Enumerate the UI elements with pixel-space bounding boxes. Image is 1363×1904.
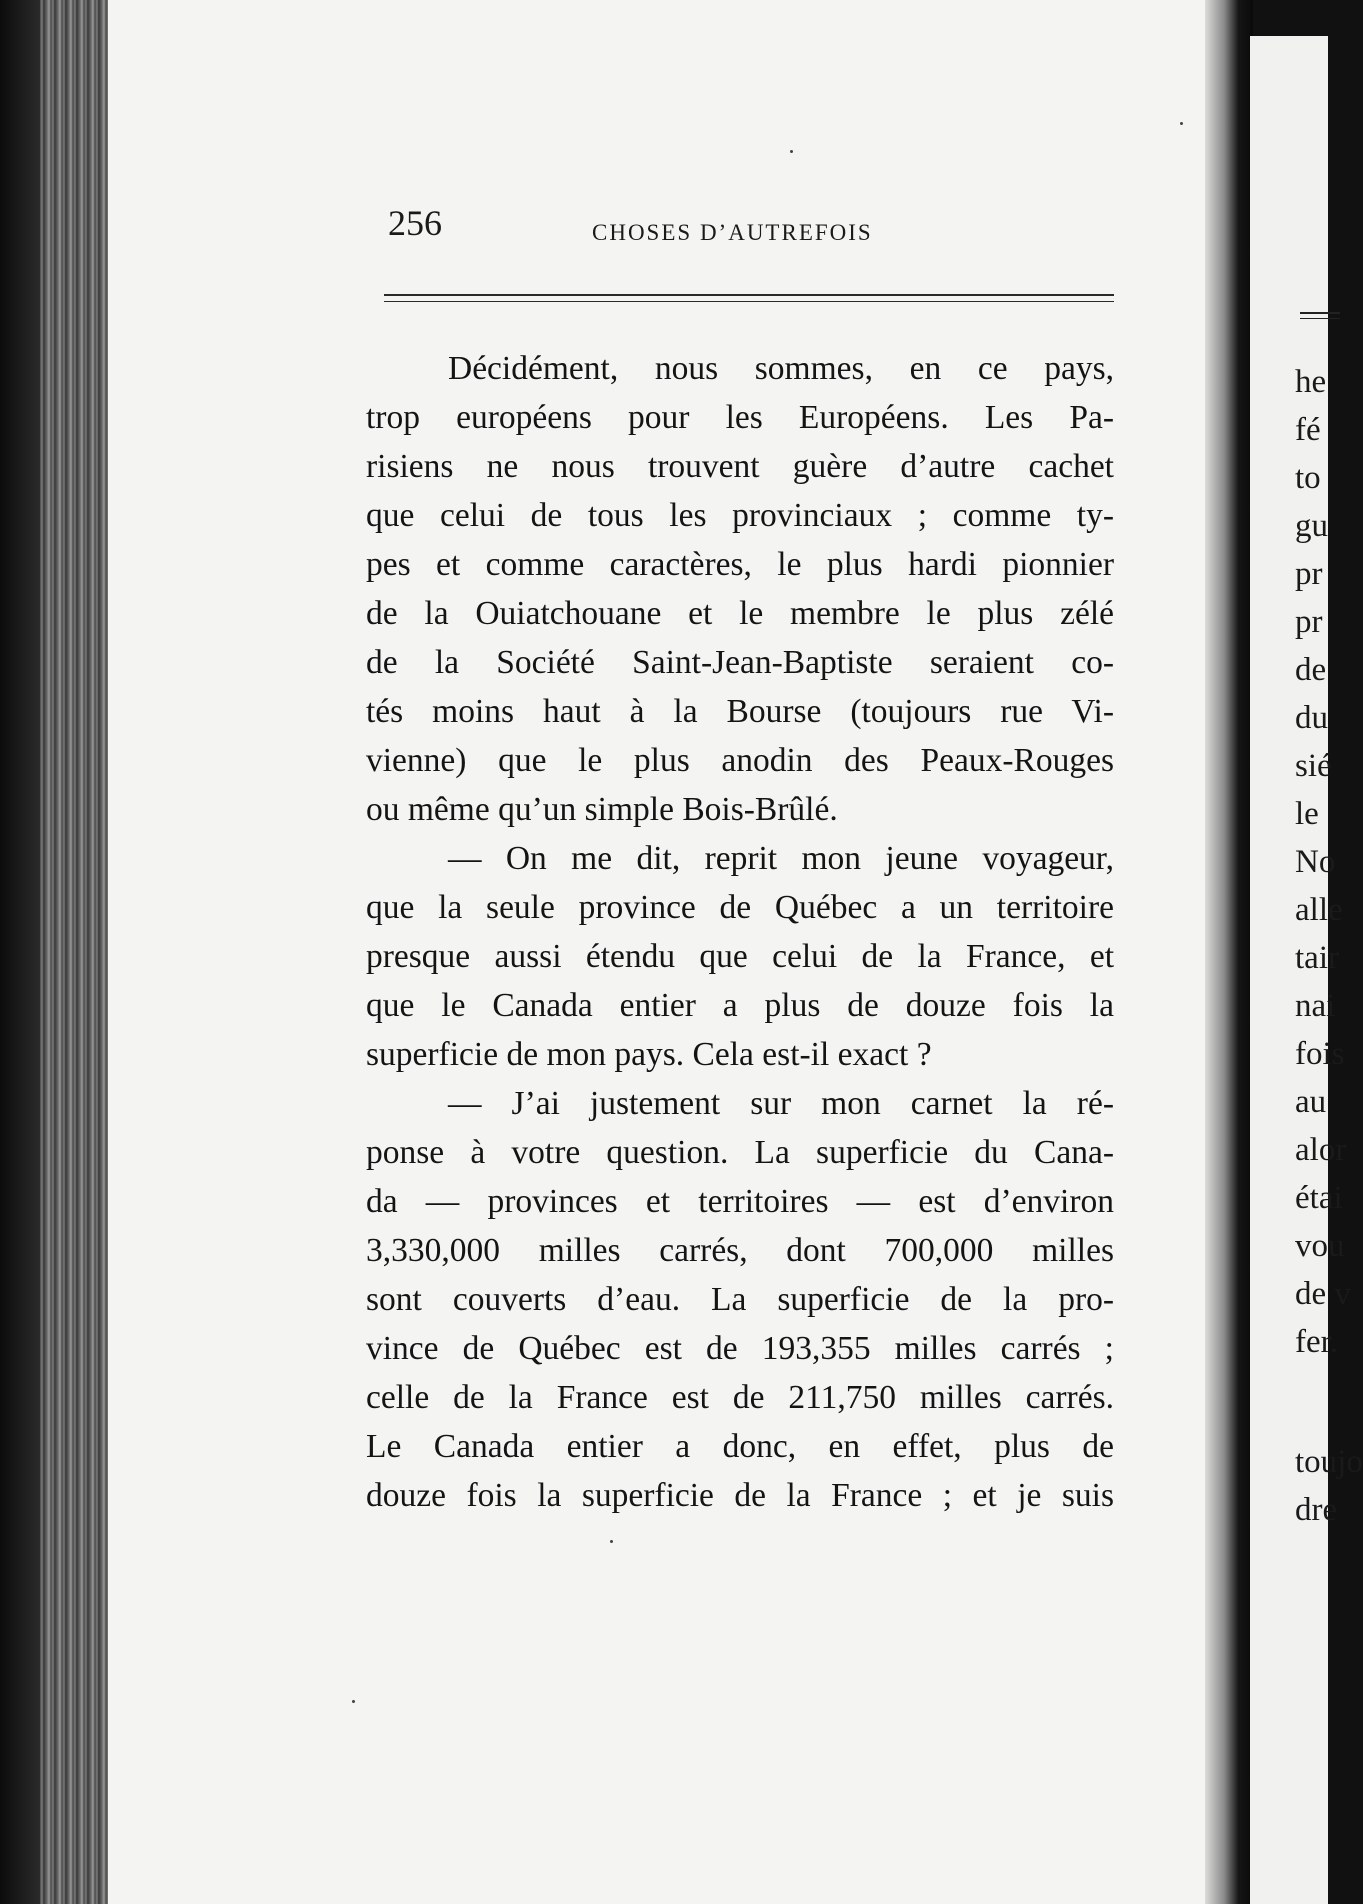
text-line: vienne) que le plus anodin des Peaux-Rouges — [366, 742, 1114, 779]
facing-line: toujo — [1295, 1444, 1363, 1480]
facing-line: vou — [1295, 1228, 1345, 1264]
facing-line: pr — [1295, 556, 1323, 592]
text-line: sont couverts d’eau. La superficie de la pro- — [366, 1281, 1114, 1318]
facing-page — [1250, 36, 1363, 1904]
text-line: celle de la France est de 211,750 milles carrés. — [366, 1379, 1114, 1416]
facing-line: No — [1295, 844, 1336, 880]
facing-line: de v — [1295, 1276, 1351, 1312]
text-line: — On me dit, reprit mon jeune voyageur, — [448, 840, 1114, 877]
facing-line: dre — [1295, 1492, 1338, 1528]
facing-line: de — [1295, 652, 1327, 688]
facing-line: sié — [1295, 748, 1332, 784]
facing-line: he — [1295, 364, 1327, 400]
text-line: presque aussi étendu que celui de la France, et — [366, 938, 1114, 975]
text-line: tés moins haut à la Bourse (toujours rue Vi- — [366, 693, 1114, 730]
page-gutter — [1205, 0, 1253, 1904]
text-line: vince de Québec est de 193,355 milles carrés ; — [366, 1330, 1114, 1367]
text-line: que la seule province de Québec a un territoire — [366, 889, 1114, 926]
text-line: — J’ai justement sur mon carnet la ré- — [448, 1085, 1114, 1122]
facing-line: gu — [1295, 508, 1328, 544]
text-line: ou même qu’un simple Bois-Brûlé. — [366, 791, 838, 828]
page-number: 256 — [388, 203, 442, 243]
text-line: que celui de tous les provinciaux ; comme ty- — [366, 497, 1114, 534]
facing-line: to — [1295, 460, 1321, 496]
text-line: de la Ouiatchouane et le membre le plus zélé — [366, 595, 1114, 632]
facing-header-rule — [1300, 312, 1340, 319]
facing-line: pr — [1295, 604, 1323, 640]
text-line: ponse à votre question. La superficie du Cana- — [366, 1134, 1114, 1171]
facing-line: au — [1295, 1084, 1327, 1120]
text-line: Décidément, nous sommes, en ce pays, — [448, 350, 1114, 387]
paper-speck — [610, 1540, 613, 1543]
facing-line: le — [1295, 796, 1319, 832]
facing-line: fois — [1295, 1036, 1345, 1072]
paper-speck — [790, 150, 793, 153]
text-line: douze fois la superficie de la France ; et je suis — [366, 1477, 1114, 1514]
book-spine-shadow — [0, 0, 40, 1904]
body-text — [366, 344, 1114, 1520]
facing-line: fé — [1295, 412, 1321, 448]
text-line: risiens ne nous trouvent guère d’autre cachet — [366, 448, 1114, 485]
text-line: trop européens pour les Européens. Les Pa- — [366, 399, 1114, 436]
facing-line: nai — [1295, 988, 1336, 1024]
text-line: superficie de mon pays. Cela est-il exact ? — [366, 1036, 932, 1073]
text-line: pes et comme caractères, le plus hardi pionnier — [366, 546, 1114, 583]
text-line: 3,330,000 milles carrés, dont 700,000 milles — [366, 1232, 1114, 1269]
text-line: de la Société Saint-Jean-Baptiste seraient co- — [366, 644, 1114, 681]
paper-speck — [1180, 122, 1183, 125]
facing-line: alle — [1295, 892, 1343, 928]
paper-speck — [352, 1700, 355, 1703]
text-line: Le Canada entier a donc, en effet, plus de — [366, 1428, 1114, 1465]
header-rule — [384, 294, 1114, 302]
facing-line: tair — [1295, 940, 1339, 976]
facing-line: du — [1295, 700, 1328, 736]
facing-line: alor — [1295, 1132, 1347, 1168]
facing-line: étai — [1295, 1180, 1343, 1216]
running-head-title: CHOSES D’AUTREFOIS — [592, 220, 873, 245]
text-line: da — provinces et territoires — est d’environ — [366, 1183, 1114, 1220]
text-line: que le Canada entier a plus de douze fois la — [366, 987, 1114, 1024]
facing-line: fer. — [1295, 1324, 1339, 1360]
